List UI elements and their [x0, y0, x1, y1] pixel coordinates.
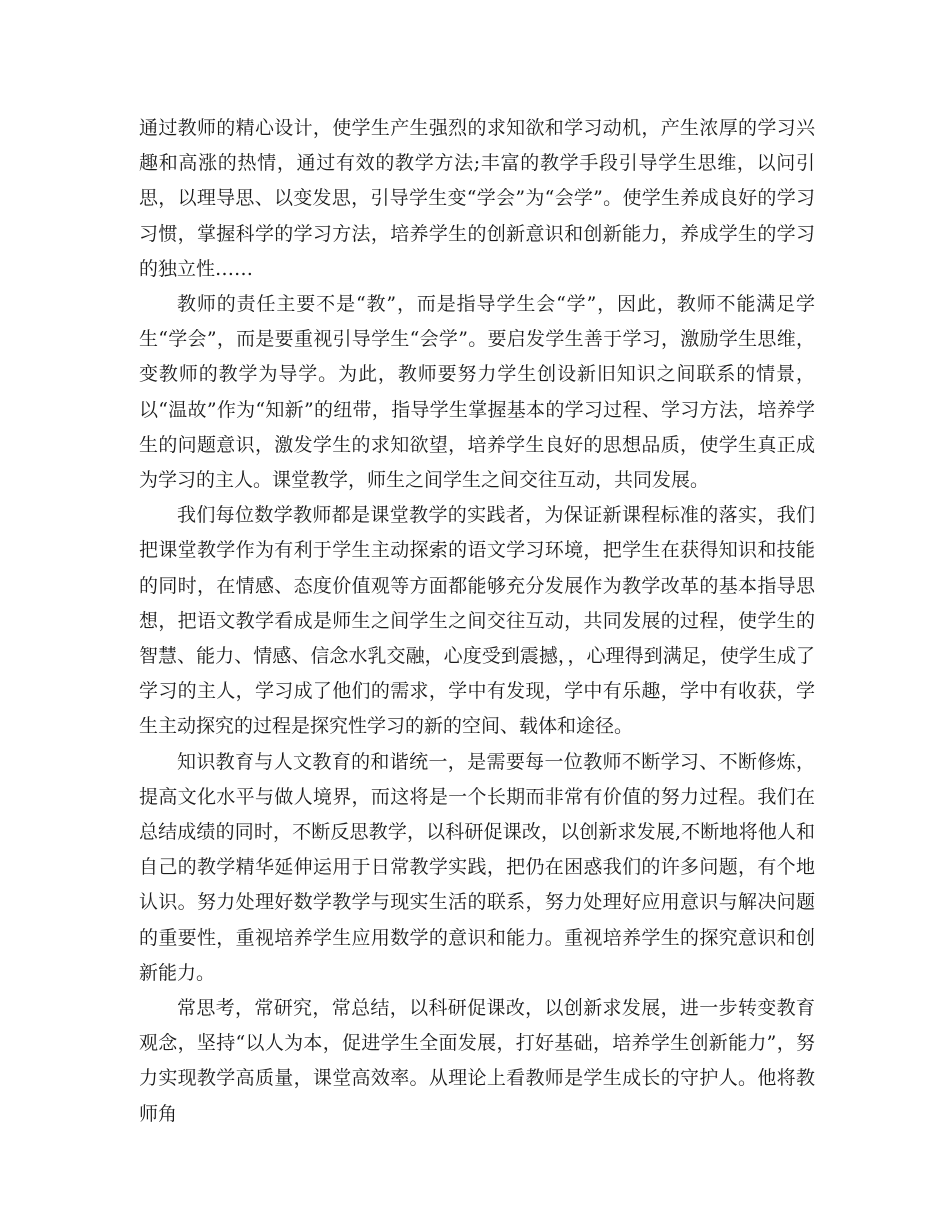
paragraph-4: 知识教育与人文教育的和谐统一，是需要每一位教师不断学习、不断修炼，提高文化水平与做人境界，而这将是一个长期而非常有价值的努力过程。我们在总结成绩的同时，不断反思教学，以科研促课改，以创新求发展,不断地将他人和自己的教学精华延伸运用于日常教学实践，把仍在困惑我们的许多问题，有个地认识。努力处理好数学教学与现实生活的联系，努力处理好应用意识与解决问题的重要性，重视培养学生应用数学的意识和能力。重视培养学生的探究意识和创新能力。 [139, 750, 815, 984]
document-body [139, 111, 815, 1132]
paragraph-3: 我们每位数学教师都是课堂教学的实践者，为保证新课程标准的落实，我们把课堂教学作为有利于学生主动探索的语文学习环境，把学生在获得知识和技能的同时，在情感、态度价值观等方面都能够充分发展作为教学改革的基本指导思想，把语文教学看成是师生之间学生之间交往互动，共同发展的过程，使学生的智慧、能力、情感、信念水乳交融，心度受到震撼，，心理得到满足，使学生成了学习的主人，学习成了他们的需求，学中有发现，学中有乐趣，学中有收获，学生主动探究的过程是探究性学习的新的空间、载体和途径。 [139, 504, 815, 738]
paragraph-5: 常思考，常研究，常总结，以科研促课改，以创新求发展，进一步转变教育观念，坚持“以人为本，促进学生全面发展，打好基础，培养学生创新能力”，努力实现教学高质量，课堂高效率。从理论上看教师是学生成长的守护人。他将教师角 [139, 997, 815, 1125]
paragraph-1: 通过教师的精心设计，使学生产生强烈的求知欲和学习动机，产生浓厚的学习兴趣和高涨的热情，通过有效的教学方法;丰富的教学手段引导学生思维，以问引思，以理导思、以变发思，引导学生变“学会”为“会学”。使学生养成良好的学习习惯，掌握科学的学习方法，培养学生的创新意识和创新能力，养成学生的学习的独立性…… [139, 117, 815, 280]
paragraph-2: 教师的责任主要不是“教”，而是指导学生会“学”，因此，教师不能满足学生“学会”，而是要重视引导学生“会学”。要启发学生善于学习，激励学生思维，变教师的教学为导学。为此，教师要努力学生创设新旧知识之间联系的情景，以“温故”作为“知新”的纽带，指导学生掌握基本的学习过程、学习方法，培养学生的问题意识，激发学生的求知欲望，培养学生良好的思想品质，使学生真正成为学习的主人。课堂教学，师生之间学生之间交往互动，共同发展。 [139, 293, 815, 492]
